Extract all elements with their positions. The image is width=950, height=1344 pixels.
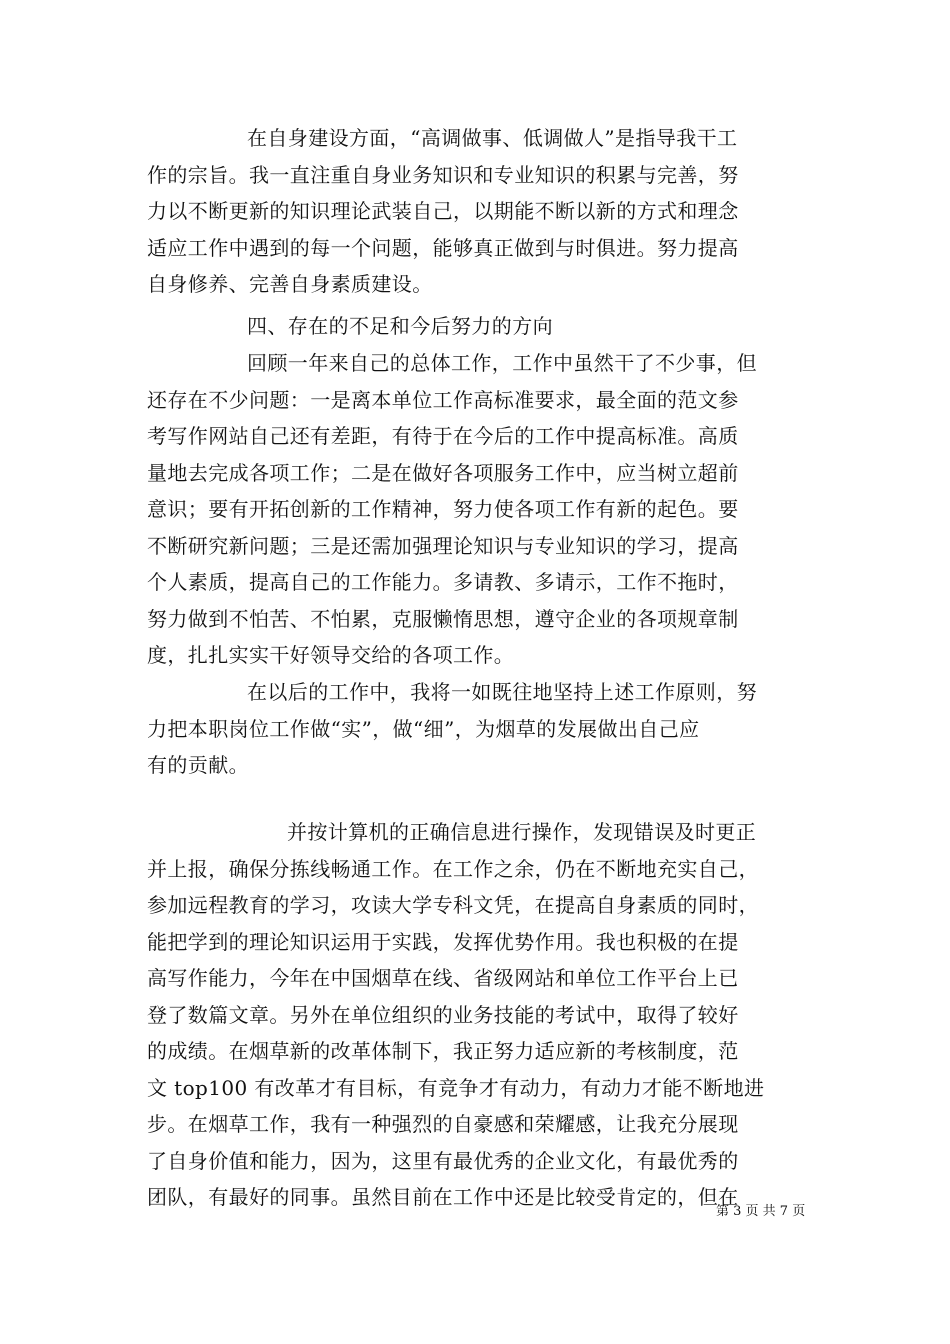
- paragraph-line: 文 top100 有改革才有目标，有竞争才有动力，有动力才能不断地进: [147, 1075, 765, 1100]
- section-heading: 四、存在的不足和今后努力的方向: [247, 314, 553, 338]
- paragraph-line: 能把学到的理论知识运用于实践，发挥优势作用。我也积极的在提: [147, 929, 739, 954]
- paragraph-line: 有的贡献。: [147, 753, 249, 777]
- paragraph-line: 还存在不少问题：一是离本单位工作高标准要求，最全面的范文参: [147, 387, 739, 412]
- paragraph-line: 步。在烟草工作，我有一种强烈的自豪感和荣耀感，让我充分展现: [147, 1112, 739, 1136]
- paragraph-line: 团队，有最好的同事。虽然目前在工作中还是比较受肯定的，但在: [147, 1185, 739, 1209]
- paragraph-line: 适应工作中遇到的每一个问题，能够真正做到与时俱进。努力提高: [147, 235, 739, 260]
- paragraph-line: 作的宗旨。我一直注重自身业务知识和专业知识的积累与完善，努: [147, 162, 739, 187]
- paragraph-line: 考写作网站自己还有差距，有待于在今后的工作中提高标准。高质: [147, 424, 739, 448]
- paragraph-line: 登了数篇文章。另外在单位组织的业务技能的考试中，取得了较好: [147, 1002, 739, 1027]
- paragraph-line: 的成绩。在烟草新的改革体制下，我正努力适应新的考核制度，范: [147, 1039, 739, 1063]
- paragraph-line: 力把本职岗位工作做“实”，做“细”，为烟草的发展做出自己应: [147, 716, 700, 741]
- paragraph-line: 量地去完成各项工作；二是在做好各项服务工作中，应当树立超前: [147, 460, 739, 485]
- page-footer: 第 3 页 共 7 页: [716, 1204, 806, 1219]
- paragraph-line: 高写作能力，今年在中国烟草在线、省级网站和单位工作平台上已: [147, 966, 739, 990]
- paragraph-line: 不断研究新问题；三是还需加强理论知识与专业知识的学习，提高: [147, 533, 739, 558]
- paragraph-line: 个人素质，提高自己的工作能力。多请教、多请示，工作不拖时，: [147, 570, 739, 594]
- paragraph-line: 参加远程教育的学习，攻读大学专科文凭，在提高自身素质的同时，: [147, 893, 759, 917]
- paragraph-line: 努力做到不怕苦、不怕累，克服懒惰思想，遵守企业的各项规章制: [147, 606, 739, 631]
- paragraph-line: 在自身建设方面，“高调做事、低调做人”是指导我干工: [247, 126, 738, 150]
- paragraph-line: 并上报，确保分拣线畅通工作。在工作之余，仍在不断地充实自己，: [147, 856, 759, 881]
- paragraph-line: 了自身价值和能力，因为，这里有最优秀的企业文化，有最优秀的: [147, 1148, 739, 1173]
- paragraph-line: 意识；要有开拓创新的工作精神，努力使各项工作有新的起色。要: [147, 497, 739, 521]
- paragraph-line: 并按计算机的正确信息进行操作，发现错误及时更正: [287, 820, 757, 844]
- paragraph-line: 度，扎扎实实干好领导交给的各项工作。: [147, 643, 515, 667]
- paragraph-line: 自身修养、完善自身素质建设。: [147, 272, 433, 296]
- paragraph-line: 在以后的工作中，我将一如既往地坚持上述工作原则，努: [247, 680, 757, 704]
- paragraph-line: 回顾一年来自己的总体工作，工作中虽然干了不少事，但: [247, 351, 757, 375]
- paragraph-line: 力以不断更新的知识理论武装自己，以期能不断以新的方式和理念: [147, 199, 739, 223]
